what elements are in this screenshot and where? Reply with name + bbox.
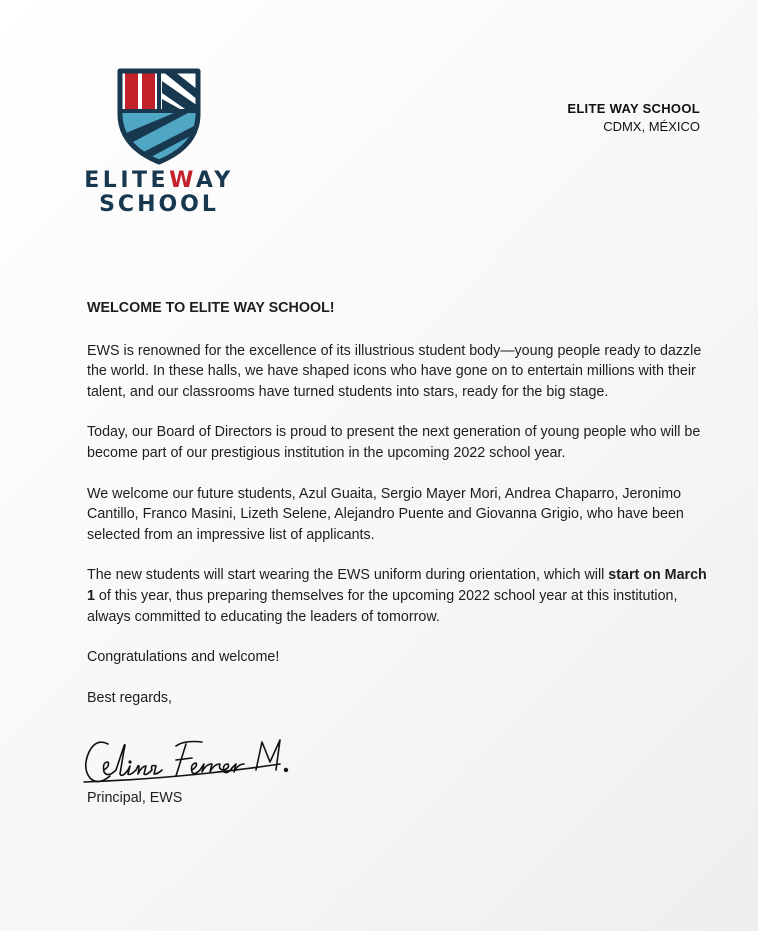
logo-way-text: AY [195, 168, 234, 193]
letter-body [87, 298, 707, 728]
paragraph-board: Today, our Board of Directors is proud to present the next generation of young people who will be become part of our prestigious institution in the upcoming 2022 school year. [87, 424, 701, 461]
paragraph-students: We welcome our future students, Azul Guaita, Sergio Mayer Mori, Andrea Chaparro, Jeronimo Cantillo, Franco Masini, Lizeth Selene, Alejandro Puente and Giovanna Grigio, who have been selected from an impressive list of applicants. [87, 485, 684, 543]
school-location: CDMX, MÉXICO [603, 119, 700, 134]
logo-elite-text: ELITE [84, 168, 170, 193]
signature [80, 730, 300, 795]
orientation-date: start on March 1 [87, 567, 707, 604]
handwritten-signature-icon [80, 730, 300, 790]
paragraph-intro: EWS is renowned for the excellence of its illustrious student body—young people ready to dazzle the world. In these halls, we have shaped icons who have gone on to entertain millions with their talent, and our classrooms have turned students into stars, ready for the big stage. [87, 342, 702, 400]
paragraph-congratulations: Congratulations and welcome! [87, 649, 280, 666]
logo-accent-letter: W [169, 168, 196, 193]
paragraph-orientation [87, 565, 707, 627]
shield-crest-icon [84, 66, 234, 166]
closing-line: Best regards, [87, 689, 173, 706]
letterhead-address [567, 100, 700, 136]
orientation-text-end: of this year, thus preparing themselves for the upcoming 2022 school year at this institution, always committed to educating the leaders of tomorrow. [87, 587, 678, 625]
school-logo [84, 66, 234, 217]
signatory-role: Principal, EWS [87, 790, 183, 806]
orientation-text-start: The new students will start wearing the EWS uniform during orientation, which will [87, 567, 609, 584]
logo-wordmark-line1 [84, 170, 234, 192]
letter-heading: WELCOME TO ELITE WAY SCHOOL! [87, 300, 335, 316]
school-name: ELITE WAY SCHOOL [567, 101, 700, 116]
logo-wordmark-line2: SCHOOL [99, 192, 219, 217]
